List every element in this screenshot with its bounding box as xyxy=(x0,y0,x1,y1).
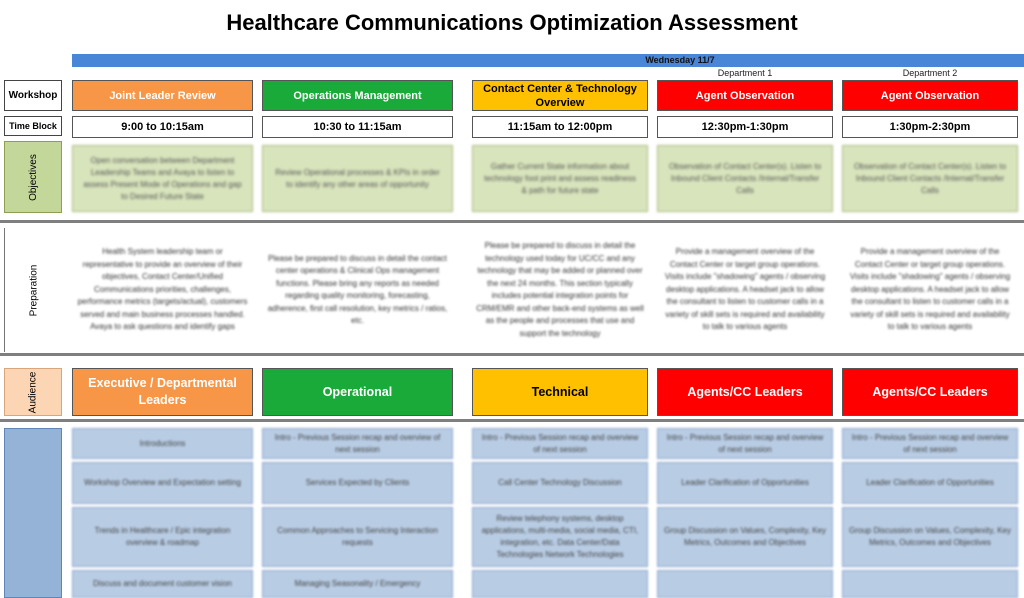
agenda-item-5-2: Leader Clarification of Opportunities xyxy=(842,462,1018,504)
row-label-workshop: Workshop xyxy=(4,80,62,111)
agenda-item-3-2: Call Center Technology Discussion xyxy=(472,462,648,504)
objective-4: Observation of Contact Center(s). Listen to Inbound Client Contacts /Internal/Transfer Calls xyxy=(657,145,833,212)
agenda-item-2-4: Managing Seasonality / Emergency xyxy=(262,570,453,598)
row-label-preparation xyxy=(4,228,62,352)
workshop-header-5: Agent Observation xyxy=(842,80,1018,111)
row-label-audience xyxy=(4,368,62,416)
separator-1 xyxy=(0,220,1024,223)
workshop-header-2: Operations Management xyxy=(262,80,453,111)
agenda-item-5-3: Group Discussion on Values, Complexity, Key Metrics, Outcomes and Objectives xyxy=(842,507,1018,567)
audience-5: Agents/CC Leaders xyxy=(842,368,1018,416)
agenda-item-3-1: Intro - Previous Session recap and overview of next session xyxy=(472,428,648,459)
date-band xyxy=(72,54,1024,67)
agenda-item-1-3: Trends in Healthcare / Epic integration overview & roadmap xyxy=(72,507,253,567)
row-label-time-block: Time Block xyxy=(4,116,62,136)
date-label: Wednesday 11/7 xyxy=(645,55,715,65)
agenda-item-1-1: Introductions xyxy=(72,428,253,459)
time-block-4: 12:30pm-1:30pm xyxy=(657,116,833,138)
objective-2: Review Operational processes & KPIs in order to identify any other areas of opportunity xyxy=(262,145,453,212)
department-1-label: Department 1 xyxy=(717,68,773,78)
time-block-2: 10:30 to 11:15am xyxy=(262,116,453,138)
agenda-item-2-1: Intro - Previous Session recap and overview of next session xyxy=(262,428,453,459)
row-label-audience-text: Audience xyxy=(27,371,39,413)
preparation-3: Please be prepared to discuss in detail the technology used today for UC/CC and any technology that may be added or planned over the next 24 months. This section typically includes potential integration points for CRM/EMR and other back-end systems as well as the people and processes that use and support the technology xyxy=(476,241,644,338)
separator-3 xyxy=(0,419,1024,422)
workshop-header-1: Joint Leader Review xyxy=(72,80,253,111)
agenda-item-2-3: Common Approaches to Servicing Interaction requests xyxy=(262,507,453,567)
time-block-3: 11:15am to 12:00pm xyxy=(472,116,648,138)
agenda-item-4-1: Intro - Previous Session recap and overview of next session xyxy=(657,428,833,459)
agenda-item-4-2: Leader Clarification of Opportunities xyxy=(657,462,833,504)
agenda-item-5-4 xyxy=(842,570,1018,598)
agenda-item-1-4: Discuss and document customer vision xyxy=(72,570,253,598)
workshop-header-3: Contact Center & Technology Overview xyxy=(472,80,648,111)
page-title: Healthcare Communications Optimization Assessment xyxy=(226,10,798,35)
agenda-item-4-3: Group Discussion on Values, Complexity, Key Metrics, Outcomes and Objectives xyxy=(657,507,833,567)
row-label-agenda xyxy=(4,428,62,598)
objective-1: Open conversation between Department Leadership Teams and Avaya to listen to assess Present Mode of Operations and gap to Desired Future State xyxy=(72,145,253,212)
audience-1: Executive / Departmental Leaders xyxy=(72,368,253,416)
agenda-item-3-3: Review telephony systems, desktop applications, multi-media, social media, CTI, integration, etc. Data Center/Data Technologies Network Technologies xyxy=(472,507,648,567)
agenda-item-2-2: Services Expected by Clients xyxy=(262,462,453,504)
workshop-header-4: Agent Observation xyxy=(657,80,833,111)
preparation-4: Provide a management overview of the Contact Center or target group operations. Visits include "shadowing" agents / observing desktop applications. A headset jack to allow the consultant to listen to customer calls in a variety of skill sets is required and availability to talk to various agents xyxy=(664,247,826,332)
department-2-label: Department 2 xyxy=(902,68,958,78)
agenda-item-3-4 xyxy=(472,570,648,598)
separator-2 xyxy=(0,353,1024,356)
objective-3: Gather Current State information about technology foot print and assess readiness & path for future state xyxy=(472,145,648,212)
preparation-1: Health System leadership team or representative to provide an overview of their objectives, Contact Center/Unified Communications priorities, challenges, performance metrics (targets/actual), customers served and main business processes handled. Avaya to ask questions and identify gaps xyxy=(77,247,248,332)
preparation-2: Please be prepared to discuss in detail the contact center operations & Clinical Ops management functions. Please bring any reports as needed regarding quality monitoring, forecasting, adherence, first call resolution, key metrics / ratios, etc. xyxy=(267,253,448,325)
row-label-objectives xyxy=(4,141,62,213)
audience-3: Technical xyxy=(472,368,648,416)
audience-4: Agents/CC Leaders xyxy=(657,368,833,416)
row-label-preparation-text: Preparation xyxy=(27,264,39,316)
objective-5: Observation of Contact Center(s). Listen to Inbound Client Contacts /Internal/Transfer Calls xyxy=(842,145,1018,212)
audience-2: Operational xyxy=(262,368,453,416)
time-block-1: 9:00 to 10:15am xyxy=(72,116,253,138)
agenda-item-5-1: Intro - Previous Session recap and overview of next session xyxy=(842,428,1018,459)
agenda-item-1-2: Workshop Overview and Expectation setting xyxy=(72,462,253,504)
preparation-5: Provide a management overview of the Contact Center or target group operations. Visits include "shadowing" agents / observing desktop applications. A headset jack to allow the consultant to listen to customer calls in a variety of skill sets is required and availability to talk to various agents xyxy=(849,247,1011,332)
time-block-5: 1:30pm-2:30pm xyxy=(842,116,1018,138)
agenda-item-4-4 xyxy=(657,570,833,598)
row-label-objectives-text: Objectives xyxy=(27,153,39,201)
